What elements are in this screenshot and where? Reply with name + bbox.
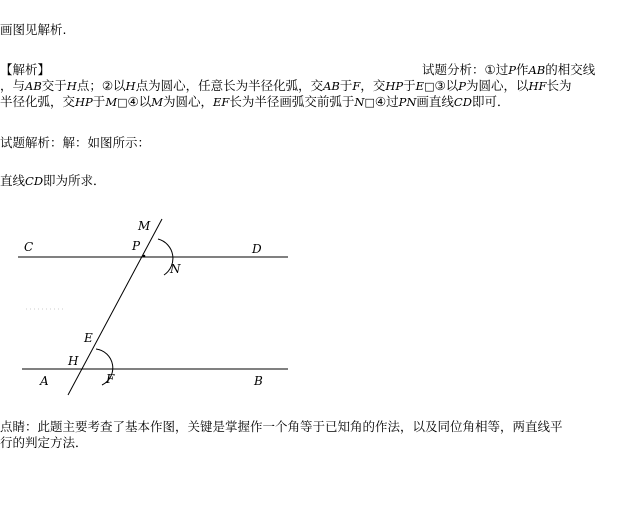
analysis-lead: 试题分析：①过P作AB的相交线 xyxy=(422,62,596,77)
label-c: C xyxy=(24,240,34,254)
intro-text: 画图见解析. xyxy=(0,22,67,37)
analysis-line-4: 半径化弧，交HP于M□④以M为圆心，EF长为半径画弧交前弧于N□④过PN画直线CD即可． xyxy=(0,94,510,109)
comment-line-1: 点睛：此题主要考查了基本作图，关键是掌握作一个角等于已知角的作法，以及同位角相等，两直线平 xyxy=(0,419,563,434)
analysis-heading-line xyxy=(0,62,630,78)
label-d: D xyxy=(252,242,262,256)
label-b: B xyxy=(254,374,263,388)
label-m: M xyxy=(138,219,151,233)
section-label: 【解析】 xyxy=(0,62,51,77)
construction-figure xyxy=(0,205,320,405)
analysis-line-3: ，与AB交于H点；②以H点为圆心，任意长为半径化弧，交AB于F，交HP于E□③以P为圆心，以HF长为 xyxy=(0,78,572,93)
point-p-dot xyxy=(143,255,146,258)
solution-text: 试题解析：解：如图所示： xyxy=(0,135,151,150)
label-h: H xyxy=(68,354,79,368)
label-a: A xyxy=(40,374,49,388)
label-f: F xyxy=(106,372,115,386)
label-p: P xyxy=(132,239,141,253)
label-e: E xyxy=(84,331,93,345)
conclusion-text: 直线CD即为所求． xyxy=(0,173,106,188)
comment-line-2: 行的判定方法． xyxy=(0,435,88,450)
label-n: N xyxy=(170,262,181,276)
